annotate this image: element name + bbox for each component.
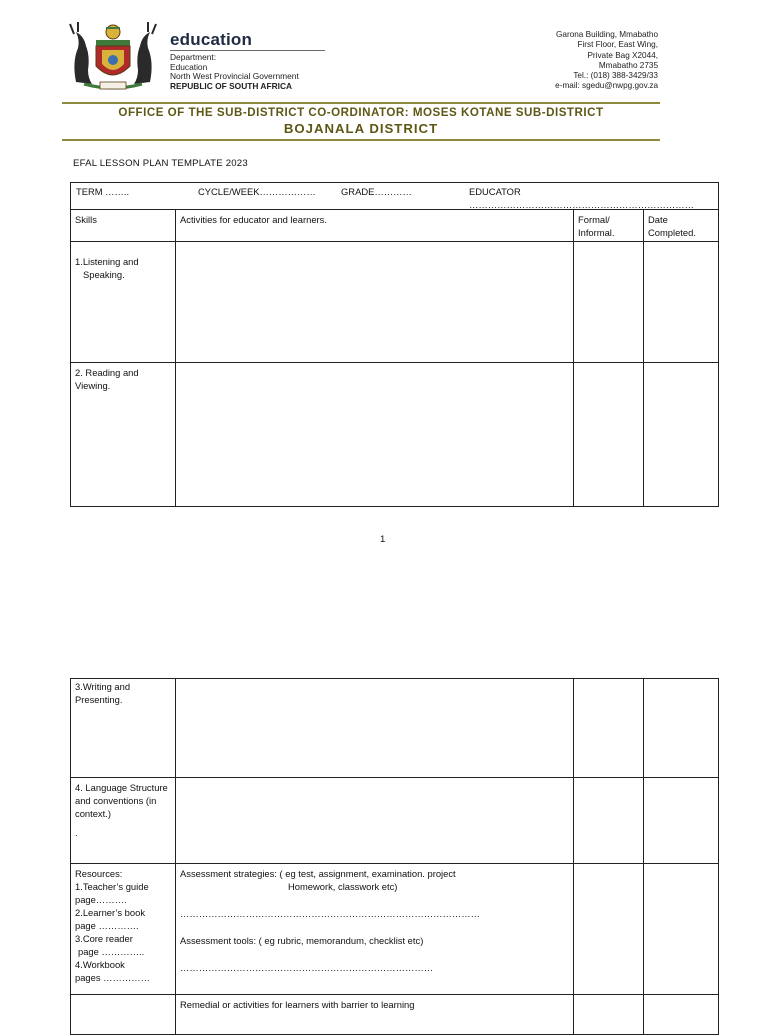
date-completed-cell[interactable]: [644, 995, 719, 1035]
info-row: [71, 183, 719, 210]
skill-label-line: Speaking.: [83, 269, 125, 280]
assessment-tools: Assessment tools: ( eg rubric, memorandum, checklist etc): [180, 935, 424, 946]
letterhead-rule-bottom: [62, 139, 660, 141]
term-field: TERM ……..: [76, 186, 130, 197]
cycle-week-field: CYCLE/WEEK………………: [198, 186, 316, 197]
table-row: [71, 679, 719, 778]
table-row: [71, 864, 719, 995]
formal-informal-cell[interactable]: [574, 778, 644, 864]
spacer: [180, 920, 569, 934]
resource-core-reader-page: page …………..: [78, 946, 145, 957]
skill-reading-viewing: 2. Reading and Viewing.: [71, 363, 176, 507]
table-row: [71, 995, 719, 1035]
letterhead: [62, 18, 662, 142]
address-line: First Floor, East Wing,: [577, 40, 658, 50]
country-line: REPUBLIC OF SOUTH AFRICA: [170, 80, 293, 91]
coat-of-arms-icon: [66, 22, 160, 92]
activities-cell[interactable]: [176, 242, 574, 363]
info-cell: [71, 183, 719, 210]
skill-listening-speaking: [71, 242, 176, 363]
address-line: Private Bag X2044,: [587, 50, 658, 60]
resource-teacher-guide-page: page……….: [75, 894, 127, 905]
formal-informal-cell[interactable]: [574, 363, 644, 507]
formal-informal-cell[interactable]: [574, 679, 644, 778]
assessment-strategies-blank: ……………………………………………………………………………………: [180, 908, 480, 919]
date-completed-cell[interactable]: [644, 679, 719, 778]
activities-cell[interactable]: [176, 363, 574, 507]
date-completed-cell[interactable]: [644, 363, 719, 507]
address-line: Mmabatho 2735: [598, 60, 658, 70]
department-line: Department:: [170, 52, 217, 62]
table-row: [71, 242, 719, 363]
header-formal-informal: Formal/ Informal.: [574, 210, 644, 242]
header-date-completed: Date Completed.: [644, 210, 719, 242]
lesson-plan-table-page2: [70, 678, 719, 1035]
resource-workbook-page: pages ……………: [75, 972, 151, 983]
educator-field: EDUCATOR ………………………………………………………………: [469, 186, 694, 210]
skill-label: 4. Language Structure and conventions (in context.): [75, 782, 168, 819]
grade-field: GRADE…………: [341, 186, 412, 197]
date-completed-cell[interactable]: [644, 242, 719, 363]
resource-core-reader: 3.Core reader: [75, 933, 133, 944]
resource-workbook: 4.Workbook: [75, 959, 125, 970]
address-line: Tel.: (018) 388-3429/33: [573, 71, 658, 81]
address-line: Garona Building, Mmabatho: [556, 30, 658, 39]
department-line: North West Provincial Government: [170, 71, 299, 82]
resource-teacher-guide: 1.Teacher’s guide: [75, 881, 149, 892]
remedial-label: Remedial or activities for learners with barrier to learning: [180, 999, 415, 1010]
activities-cell[interactable]: [176, 778, 574, 864]
district-title: BOJANALA DISTRICT: [283, 121, 439, 136]
remedial-cell[interactable]: [176, 995, 574, 1035]
skill-label-dot: .: [75, 827, 78, 838]
header-row: [71, 210, 719, 242]
formal-informal-cell[interactable]: [574, 995, 644, 1035]
assessment-strategies: Assessment strategies: ( eg test, assignment, examination. project: [180, 868, 456, 879]
formal-informal-cell[interactable]: [574, 242, 644, 363]
skill-language-structure: [71, 778, 176, 864]
assessment-strategies-examples: Homework, classwork etc): [288, 881, 398, 892]
address-block: [555, 30, 658, 92]
education-brand: education: [170, 30, 253, 49]
date-completed-cell[interactable]: [644, 778, 719, 864]
spacer: [180, 893, 569, 907]
assessment-cell[interactable]: [176, 864, 574, 995]
resources-label: Resources:: [75, 868, 123, 879]
skill-label-line: 1.Listening and: [75, 256, 139, 267]
document-heading: EFAL LESSON PLAN TEMPLATE 2023: [73, 158, 248, 169]
resources-cell: [71, 864, 176, 995]
header-skills: Skills: [71, 210, 176, 242]
resource-learner-book: 2.Learner’s book: [75, 907, 146, 918]
resource-learner-book-page: page ………….: [75, 920, 139, 931]
header-activities: Activities for educator and learners.: [176, 210, 574, 242]
skill-writing-presenting: 3.Writing and Presenting.: [71, 679, 176, 778]
formal-informal-cell[interactable]: [574, 864, 644, 995]
brand-divider: [170, 50, 325, 51]
spacer: [180, 947, 569, 961]
date-completed-cell[interactable]: [644, 864, 719, 995]
letterhead-rule-top: [62, 102, 660, 104]
office-title: OFFICE OF THE SUB-DISTRICT CO-ORDINATOR: MOSES KOTANE SUB-DISTRICT: [118, 106, 604, 119]
department-line: Education: [170, 61, 208, 72]
page-number: 1: [380, 534, 386, 545]
empty-label-cell: [71, 995, 176, 1035]
department-block: [170, 53, 299, 91]
assessment-tools-blank: ………………………………………………………………………: [180, 962, 434, 973]
address-line: e-mail: sgedu@nwpg.gov.za: [555, 81, 658, 91]
lesson-plan-table-page1: [70, 182, 719, 507]
table-row: [71, 778, 719, 864]
activities-cell[interactable]: [176, 679, 574, 778]
table-row: [71, 363, 719, 507]
